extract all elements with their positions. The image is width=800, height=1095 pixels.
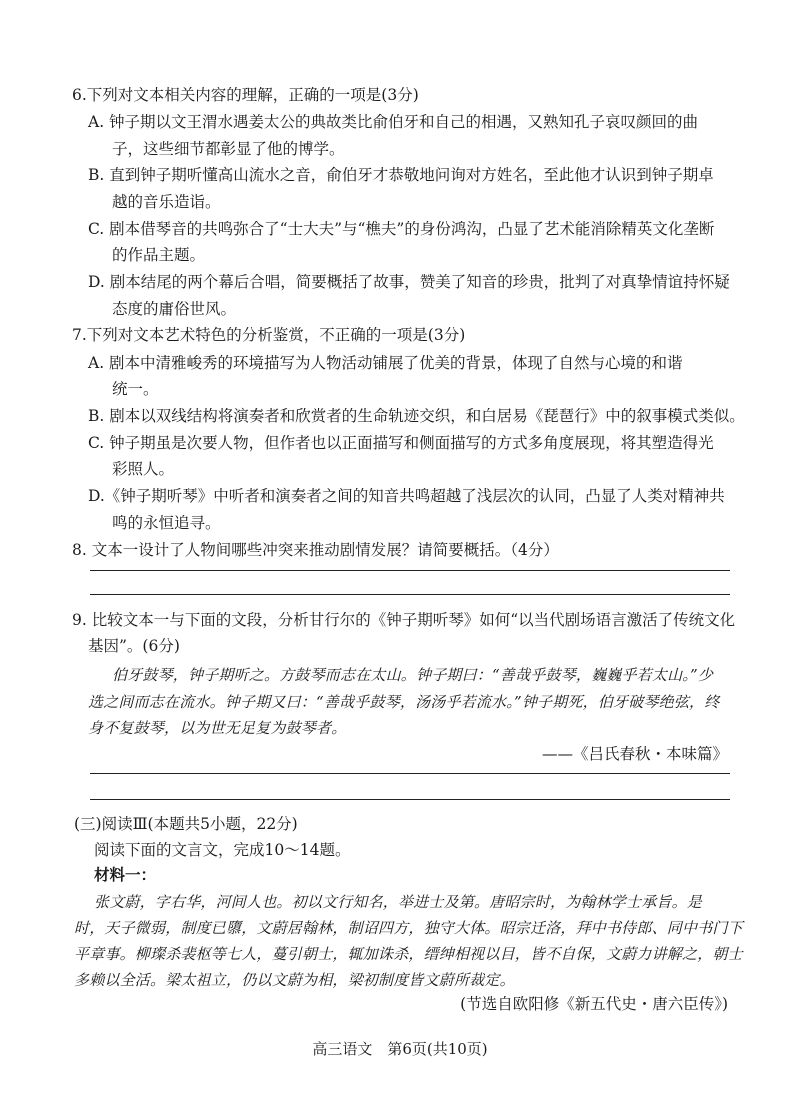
material-passage-line-3: 平章事。柳璨杀裴枢等七人，蔓引朝士，辄加诛杀，缙绅相视以目，皆不自保，文蔚力讲解之，朝士 [74, 945, 743, 963]
page-footer: 高三语文 第6页(共10页) [312, 1040, 488, 1058]
q7-option-d: D.《钟子期听琴》中听者和演奏者之间的知音共鸣超越了浅层次的认同，凸显了人类对精神共 [88, 487, 725, 505]
q6-option-b-cont: 越的音乐造诣。 [112, 193, 221, 211]
q6-option-d: D. 剧本结尾的两个幕后合唱，简要概括了故事，赞美了知音的珍贵，批判了对真挚情谊持怀疑 [88, 273, 730, 291]
q6-option-c-cont: 的作品主题。 [112, 246, 206, 264]
q7-stem: 7.下列对文本艺术特色的分析鉴赏，不正确的一项是(3分) [72, 326, 466, 344]
q9-answer-line-2[interactable] [90, 799, 730, 800]
q8-answer-line-1[interactable] [90, 570, 730, 571]
q9-passage-line-1: 伯牙鼓琴，钟子期听之。方鼓琴而志在太山。钟子期曰：“善哉乎鼓琴，巍巍乎若太山。”少 [112, 666, 714, 684]
q6-option-b: B. 直到钟子期听懂高山流水之音，俞伯牙才恭敬地问询对方姓名，至此他才认识到钟子期卓 [88, 166, 714, 184]
material-passage-line-4: 多赖以全活。梁太祖立，仍以文蔚为相，梁初制度皆文蔚所裁定。 [74, 971, 515, 989]
section3-instruction: 阅读下面的文言文，完成10～14题。 [94, 841, 351, 859]
q7-option-c-cont: 彩照人。 [112, 460, 175, 478]
q8-stem: 8. 文本一设计了人物间哪些冲突来推动剧情发展？请简要概括。（4分） [72, 541, 559, 559]
q6-stem: 6.下列对文本相关内容的理解，正确的一项是(3分) [72, 86, 419, 104]
material-source: (节选自欧阳修《新五代史・唐六臣传》) [460, 995, 728, 1013]
q9-passage-line-3: 身不复鼓琴，以为世无足复为鼓琴者。 [88, 719, 347, 737]
material-label: 材料一： [94, 865, 157, 884]
q9-passage-line-2: 选之间而志在流水。钟子期又曰：“善哉乎鼓琴，汤汤乎若流水。”钟子期死，伯牙破琴绝弦，终 [88, 693, 720, 711]
q6-option-d-cont: 态度的庸俗世风。 [112, 300, 237, 318]
q7-option-d-cont: 鸣的永恒追寻。 [112, 514, 221, 532]
q7-option-c: C. 钟子期虽是次要人物，但作者也以正面描写和侧面描写的方式多角度展现，将其塑造得光 [88, 434, 714, 452]
q9-stem-cont: 基因”。(6分) [88, 637, 180, 655]
q9-source: ——《吕氏春秋・本味篇》 [541, 745, 728, 763]
q6-option-a-cont: 子，这些细节都彰显了他的博学。 [112, 140, 345, 158]
q6-option-a: A. 钟子期以文王渭水遇姜太公的典故类比俞伯牙和自己的相遇，又熟知孔子哀叹颜回的曲 [88, 113, 699, 131]
q9-stem: 9. 比较文本一与下面的文段，分析甘行尔的《钟子期听琴》如何“以当代剧场语言激活了传统文化 [72, 611, 736, 629]
q9-answer-line-1[interactable] [90, 773, 730, 774]
section3-title: (三)阅读Ⅲ(本题共5小题，22分) [74, 815, 298, 833]
q7-option-a: A. 剧本中清雅峻秀的环境描写为人物活动铺展了优美的背景，体现了自然与心境的和谐 [88, 354, 683, 372]
material-passage-line-2: 时，天子微弱，制度已隳，文蔚居翰林，制诏四方，独守大体。昭宗迁洛，拜中书侍郎、同中书门下 [74, 919, 743, 937]
q7-option-a-cont: 统一。 [112, 380, 159, 398]
q6-option-c: C. 剧本借琴音的共鸣弥合了“士大夫”与“樵夫”的身份鸿沟，凸显了艺术能消除精英文化垄断 [88, 220, 715, 238]
material-passage-line-1: 张文蔚，字右华，河间人也。初以文行知名，举进士及第。唐昭宗时，为翰林学士承旨。是 [94, 893, 703, 911]
q8-answer-line-2[interactable] [90, 594, 730, 595]
q7-option-b: B. 剧本以双线结构将演奏者和欣赏者的生命轨迹交织，和白居易《琵琶行》中的叙事模式类似。 [88, 407, 745, 425]
